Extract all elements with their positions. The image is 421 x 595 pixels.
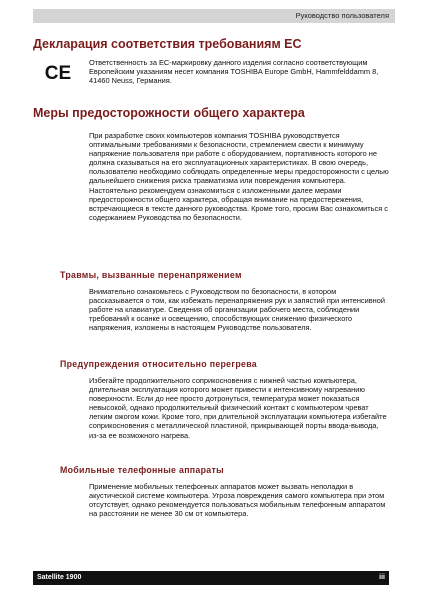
footer-page-number: iii xyxy=(379,574,385,581)
footer-model: Satellite 1900 xyxy=(37,574,82,581)
page-header xyxy=(33,9,395,23)
declaration-text: Ответственность за ЕС-маркировку данного изделия согласно соответствующим Европейским указаниям несет компания TOSHIBA Europe GmbH, Hammfelddamm 8, 41460 Neuss, Германия. xyxy=(89,58,379,86)
section-heading-heat: Предупреждения относительно перегрева xyxy=(60,359,257,369)
ce-logo-icon xyxy=(44,61,72,83)
section-text-strain: Внимательно ознакомьтесь с Руководством по безопасности, в котором рассказывается о том, как избежать перенапряжения рук и запястий при интенсивной работе на клавиатуре. Сведения об организации рабочего места, соблюдении требований к осанке и освещению, способствующих снижению физического напряжения, изложены в настоящем Руководстве пользователя. xyxy=(89,287,385,333)
section-heading-strain: Травмы, вызванные перенапряжением xyxy=(60,270,242,280)
page-footer xyxy=(33,571,389,585)
section-text-heat: Избегайте продолжительного соприкосновения с нижней частью компьютера, длительная эксплуатация которого может привести к интенсивному нагреванию поверхности. Если до нее просто дотронуться, температура может показаться невысокой, однако продолжительный физический контакт с компьютером чреват легким ожогом кожи. Кроме того, при длительной эксплуатации компьютера избегайте соприкосновения с металлической пластиной, прикрывающей порты ввода-вывода, из-за ее возможного нагрева. xyxy=(89,376,387,440)
header-title: Руководство пользователя xyxy=(295,11,389,20)
declaration-heading: Декларация соответствия требованиям ЕС xyxy=(33,37,302,51)
section-text-phones: Применение мобильных телефонных аппаратов может вызвать неполадки в акустической системе компьютера. Угроза повреждения самого компьютера при этом отсутствует, однако рекомендуется пользоваться мобильным телефонным аппаратом на расстоянии не менее 30 см от компьютера. xyxy=(89,482,386,519)
section-heading-phones: Мобильные телефонные аппараты xyxy=(60,465,224,475)
svg-text:CE: CE xyxy=(44,63,72,83)
precautions-heading: Меры предосторожности общего характера xyxy=(33,106,305,120)
precautions-intro: При разработке своих компьютеров компания TOSHIBA руководствуется оптимальными требованиями к безопасности, стремлением свести к минимуму напряжение пользователя при работе с оборудованием, портативность которого не должна сказываться на его эксплуатационных характеристиках. В свою очередь, пользователю необходимо соблюдать определенные меры предосторожности с целью дальнейшего снижения риска травматизма или повреждения компьютера. Настоятельно рекомендуем ознакомиться с изложенными далее мерами предосторожности общего характера, обращая внимание на предостережения, встречающиеся в тексте данного руководства. Кроме того, просим Вас ознакомиться с содержанием Руководства по безопасности. xyxy=(89,131,389,222)
